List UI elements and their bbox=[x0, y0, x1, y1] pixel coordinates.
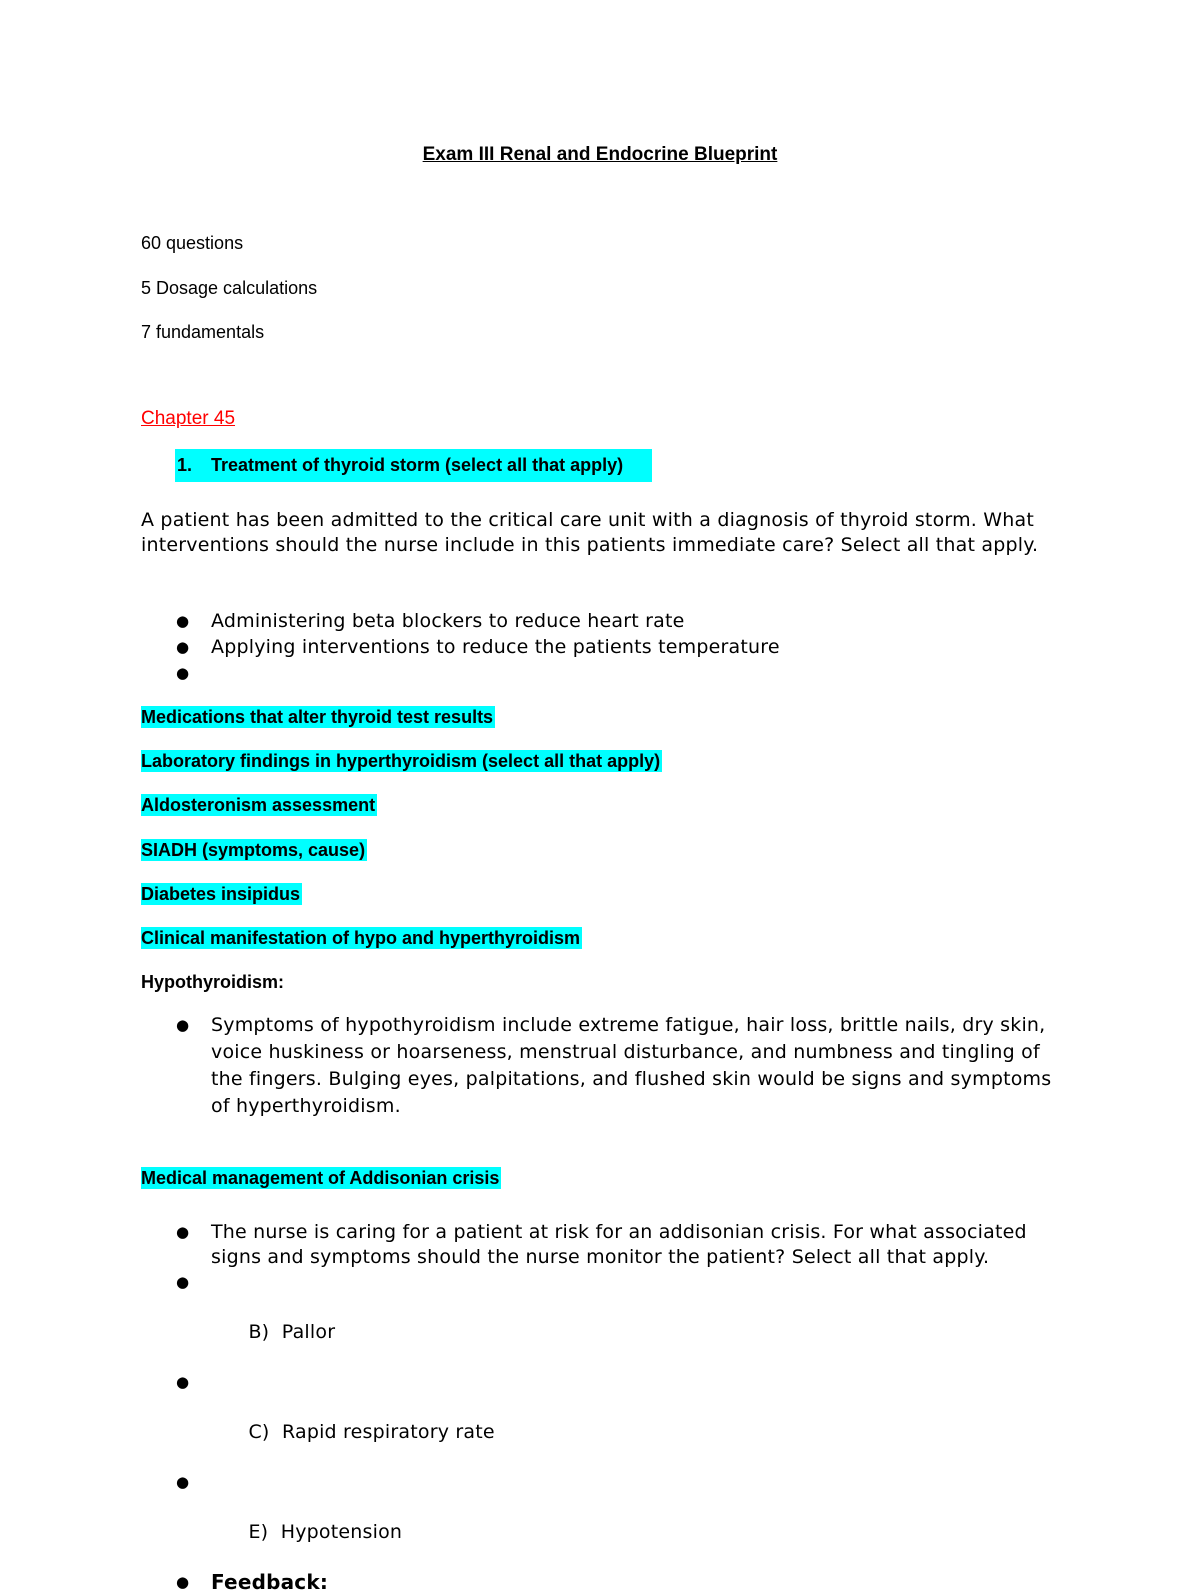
bullet-icon: ● bbox=[176, 1473, 190, 1491]
bullet-icon: ● bbox=[176, 638, 190, 656]
stat-fundamentals: 7 fundamentals bbox=[141, 322, 265, 342]
topic-label: SIADH (symptoms, cause) bbox=[141, 840, 366, 860]
topic-heading bbox=[141, 744, 662, 778]
hypothyroidism-text: Symptoms of hypothyroidism include extreme fatigue, hair loss, brittle nails, dry skin, voice huskiness or hoarseness, menstrual disturbance, and numbness and tingling of the fingers. Bulging eyes, palpitations, and flushed skin would be signs and symptoms of hyperthyroidism. bbox=[211, 1014, 1052, 1117]
addisonian-text: E) Hypotension bbox=[248, 1521, 403, 1543]
bullet-icon: ● bbox=[176, 1373, 190, 1391]
bullet-icon: ● bbox=[176, 664, 190, 682]
answer-list bbox=[141, 608, 780, 682]
list-item bbox=[141, 1370, 1061, 1470]
topic-label: Diabetes insipidus bbox=[141, 884, 301, 904]
list-item bbox=[141, 1012, 1061, 1120]
bullet-icon: ● bbox=[176, 1223, 190, 1241]
addisonian-text: The nurse is caring for a patient at risk for an addisonian crisis. For what associated signs and symptoms should the nurse monitor the patient? Select all that apply. bbox=[211, 1221, 1027, 1268]
bullet-icon: ● bbox=[176, 1273, 190, 1291]
hypothyroidism-list bbox=[141, 1012, 1061, 1120]
bullet-icon: ● bbox=[176, 1016, 190, 1034]
topic-label: Clinical manifestation of hypo and hyperthyroidism bbox=[141, 928, 581, 948]
list-item bbox=[141, 1470, 1061, 1570]
topic-heading bbox=[141, 921, 582, 955]
answer-text: Applying interventions to reduce the patients temperature bbox=[211, 636, 780, 658]
topic-heading bbox=[141, 833, 367, 867]
chapter-heading: Chapter 45 bbox=[141, 408, 236, 429]
topic-heading bbox=[141, 788, 377, 822]
topic-label: Laboratory findings in hyperthyroidism (select all that apply) bbox=[141, 751, 661, 771]
topic-label: Medications that alter thyroid test results bbox=[141, 707, 494, 727]
addisonian-text: C) Rapid respiratory rate bbox=[248, 1421, 495, 1443]
addisonian-heading: Medical management of Addisonian crisis bbox=[141, 1168, 500, 1188]
question-title: Treatment of thyroid storm (select all that apply) bbox=[211, 455, 624, 475]
list-item bbox=[141, 634, 780, 660]
topic-label: Aldosteronism assessment bbox=[141, 795, 376, 815]
bullet-icon: ● bbox=[176, 1573, 190, 1591]
list-item bbox=[141, 1220, 1061, 1270]
feedback-label: Feedback: bbox=[211, 1570, 329, 1594]
stat-dosage: 5 Dosage calculations bbox=[141, 278, 318, 298]
question-prompt: A patient has been admitted to the critical care unit with a diagnosis of thyroid storm. What interventions should the nurse include in this patients immediate care? Select all that apply. bbox=[141, 509, 1039, 556]
bullet-icon: ● bbox=[176, 612, 190, 630]
document-title: Exam III Renal and Endocrine Blueprint bbox=[422, 144, 778, 165]
topic-heading bbox=[141, 877, 302, 911]
list-item bbox=[141, 1270, 1061, 1370]
topic-heading bbox=[141, 1161, 501, 1195]
addisonian-list bbox=[141, 1220, 1061, 1595]
question-number: 1. bbox=[177, 455, 193, 475]
question-heading bbox=[175, 449, 652, 482]
hypothyroidism-heading: Hypothyroidism: bbox=[141, 972, 285, 992]
addisonian-text: B) Pallor bbox=[248, 1321, 336, 1343]
list-item bbox=[141, 608, 780, 634]
topic-heading bbox=[141, 700, 495, 734]
stat-questions: 60 questions bbox=[141, 233, 244, 253]
answer-text: Administering beta blockers to reduce heart rate bbox=[211, 610, 685, 632]
list-item bbox=[141, 1570, 1061, 1595]
